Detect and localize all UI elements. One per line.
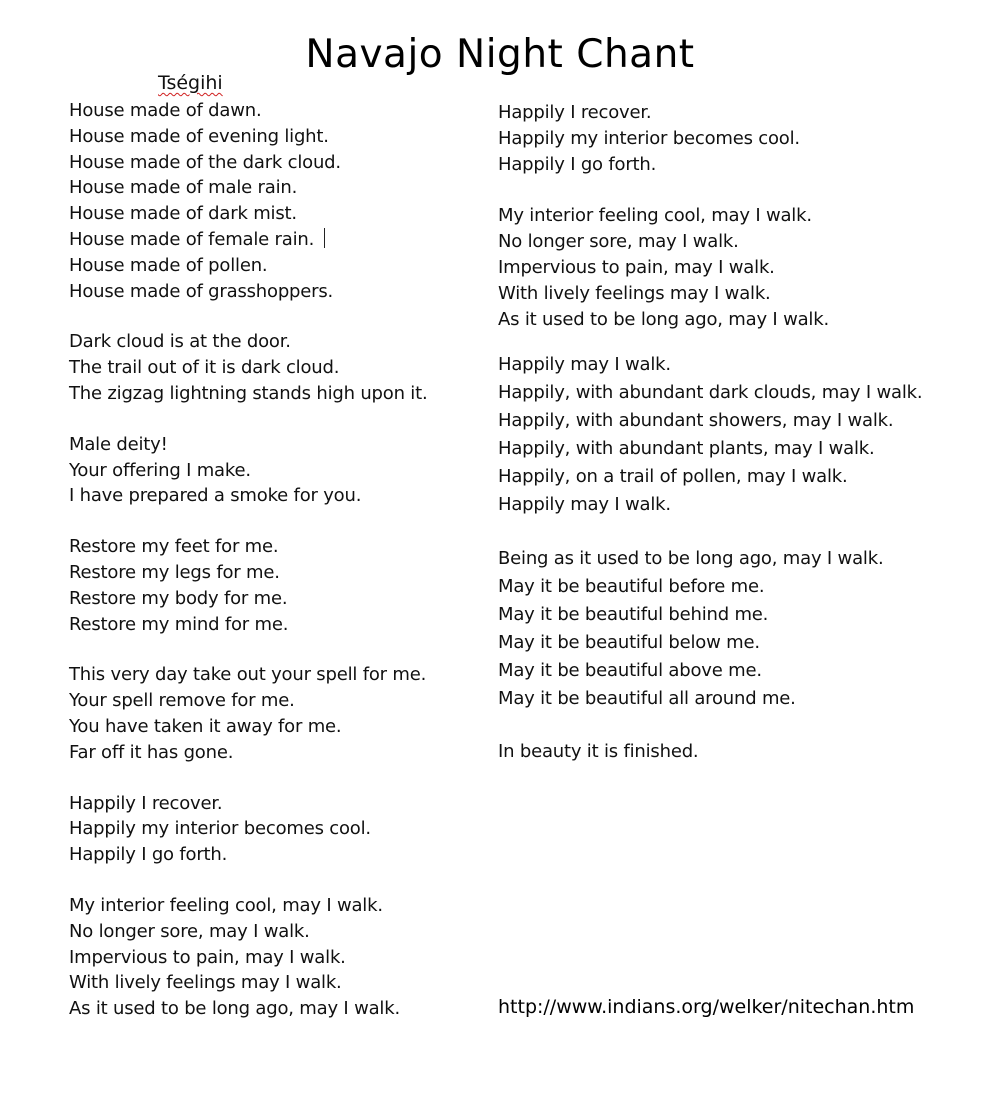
poem-line: The zigzag lightning stands high upon it. <box>69 382 428 404</box>
poem-line: With lively feelings may I walk. <box>498 283 771 304</box>
poem-line: This very day take out your spell for me. <box>69 664 427 686</box>
poem-line: My interior feeling cool, may I walk. <box>498 205 812 226</box>
poem-line: Happily, with abundant showers, may I walk. <box>498 410 894 431</box>
poem-line: Your offering I make. <box>69 459 251 481</box>
poem-line: Restore my body for me. <box>69 587 288 609</box>
poem-line-text: House made of female rain. <box>69 228 315 250</box>
stanza <box>69 791 489 868</box>
poem-line: May it be beautiful above me. <box>498 660 762 681</box>
stanza <box>498 203 978 333</box>
poem-line: Impervious to pain, may I walk. <box>69 946 346 968</box>
poem-line: Happily my interior becomes cool. <box>69 818 371 840</box>
poem-line: Happily may I walk. <box>498 494 671 515</box>
poem-line: Far off it has gone. <box>69 741 234 763</box>
stanza <box>69 432 489 509</box>
poem-line: May it be beautiful all around me. <box>498 688 796 709</box>
poem-line: Happily may I walk. <box>498 354 671 375</box>
poem-line: Happily I recover. <box>498 102 652 123</box>
poem-line: Happily I recover. <box>69 792 223 814</box>
left-column <box>69 98 489 1047</box>
poem-line: With lively feelings may I walk. <box>69 972 342 994</box>
poem-line: Happily, with abundant dark clouds, may I walk. <box>498 382 923 403</box>
poem-line: Happily, with abundant plants, may I walk. <box>498 438 875 459</box>
poem-line: Impervious to pain, may I walk. <box>498 257 775 278</box>
poem-line: House made of grasshoppers. <box>69 280 334 302</box>
poem-line: Happily, on a trail of pollen, may I walk. <box>498 466 848 487</box>
poem-line: My interior feeling cool, may I walk. <box>69 894 383 916</box>
stanza <box>498 739 978 765</box>
poem-line: As it used to be long ago, may I walk. <box>498 309 829 330</box>
stanza <box>498 351 978 519</box>
poem-line: House made of dark mist. <box>69 203 297 225</box>
poem-line: May it be beautiful behind me. <box>498 604 769 625</box>
poem-line: You have taken it away for me. <box>69 715 342 737</box>
poem-line: House made of dawn. <box>69 100 262 121</box>
poem-line: House made of the dark cloud. <box>69 151 341 173</box>
poem-line: Your spell remove for me. <box>69 690 295 712</box>
stanza <box>69 893 489 1022</box>
right-column <box>498 100 978 790</box>
poem-line: Being as it used to be long ago, may I walk. <box>498 548 884 569</box>
poem-line: Happily my interior becomes cool. <box>498 128 800 149</box>
poem-line: House made of pollen. <box>69 254 268 276</box>
poem-line: No longer sore, may I walk. <box>498 231 739 252</box>
stanza <box>69 534 489 637</box>
poem-line: In beauty it is finished. <box>498 741 699 762</box>
poem-line: May it be beautiful before me. <box>498 576 765 597</box>
stanza <box>69 662 489 765</box>
stanza <box>498 545 978 713</box>
poem-line: House made of evening light. <box>69 125 329 147</box>
poem-line: As it used to be long ago, may I walk. <box>69 998 400 1020</box>
poem-line: Restore my legs for me. <box>69 561 280 583</box>
poem-line-with-cursor <box>69 227 489 253</box>
poem-line: Happily I go forth. <box>498 154 657 175</box>
poem-line: Restore my mind for me. <box>69 613 289 635</box>
poem-line: House made of male rain. <box>69 177 298 199</box>
text-cursor <box>324 228 325 248</box>
stanza <box>498 100 978 178</box>
stanza <box>69 329 489 406</box>
poem-line: The trail out of it is dark cloud. <box>69 357 340 379</box>
poem-subtitle <box>158 72 223 94</box>
source-url: http://www.indians.org/welker/nitechan.htm <box>498 996 915 1018</box>
subtitle-text: Tségihi <box>158 72 223 94</box>
stanza <box>69 98 489 304</box>
poem-line: Dark cloud is at the door. <box>69 331 291 353</box>
poem-line: May it be beautiful below me. <box>498 632 760 653</box>
poem-line: Male deity! <box>69 433 168 455</box>
poem-line: I have prepared a smoke for you. <box>69 485 362 507</box>
poem-line: Happily I go forth. <box>69 844 228 866</box>
poem-line: No longer sore, may I walk. <box>69 920 310 942</box>
poem-line: Restore my feet for me. <box>69 536 279 558</box>
page-title: Navajo Night Chant <box>305 32 695 77</box>
